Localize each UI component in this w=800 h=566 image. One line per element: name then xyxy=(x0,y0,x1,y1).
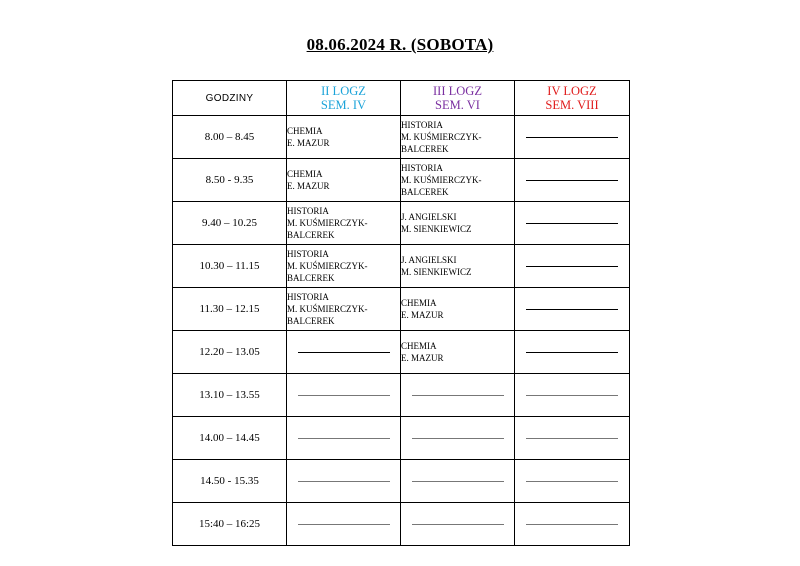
group-header-line2: SEM. IV xyxy=(320,98,367,112)
teacher-name: M. KUŚMIERCZYK-BALCEREK xyxy=(287,261,368,283)
group-header xyxy=(515,81,630,116)
table-row xyxy=(173,288,630,331)
empty-slot-line xyxy=(526,524,618,525)
lesson-cell xyxy=(401,374,515,417)
table-row xyxy=(173,116,630,159)
group-header-line2: SEM. VI xyxy=(435,98,480,112)
teacher-name: M. SIENKIEWICZ xyxy=(401,224,472,234)
subject-name: HISTORIA xyxy=(401,163,443,173)
group-header-line1: IV LOGZ xyxy=(547,84,597,98)
empty-slot-line xyxy=(526,266,618,267)
teacher-name: M. KUŚMIERCZYK-BALCEREK xyxy=(401,175,482,197)
subject-name: CHEMIA xyxy=(287,169,323,179)
lesson-cell xyxy=(287,331,401,374)
group-header-line1: II LOGZ xyxy=(321,84,366,98)
empty-slot-line xyxy=(298,352,390,353)
lesson-cell xyxy=(515,288,630,331)
lesson-cell xyxy=(515,417,630,460)
lesson-cell xyxy=(287,503,401,546)
lesson-cell xyxy=(515,331,630,374)
time-slot: 13.10 – 13.55 xyxy=(173,374,287,417)
teacher-name: M. KUŚMIERCZYK-BALCEREK xyxy=(287,218,368,240)
lesson-cell xyxy=(287,374,401,417)
lesson-cell xyxy=(515,245,630,288)
lesson-cell xyxy=(401,503,515,546)
header-row xyxy=(173,81,630,116)
lesson-cell xyxy=(287,460,401,503)
group-header xyxy=(401,81,515,116)
lesson-cell xyxy=(401,202,515,245)
subject-name: CHEMIA xyxy=(287,126,323,136)
subject-name: CHEMIA xyxy=(401,341,437,351)
table-row xyxy=(173,374,630,417)
time-slot: 8.50 - 9.35 xyxy=(173,159,287,202)
empty-slot-line xyxy=(298,524,390,525)
empty-slot-line xyxy=(526,309,618,310)
time-column-header: GODZINY xyxy=(173,81,287,116)
teacher-name: M. KUŚMIERCZYK-BALCEREK xyxy=(401,132,482,154)
empty-slot-line xyxy=(412,524,504,525)
teacher-name: M. SIENKIEWICZ xyxy=(401,267,472,277)
subject-name: J. ANGIELSKI xyxy=(401,255,457,265)
lesson-cell xyxy=(401,331,515,374)
schedule-table xyxy=(172,80,630,546)
lesson-cell xyxy=(515,460,630,503)
lesson-cell xyxy=(401,288,515,331)
time-slot: 8.00 – 8.45 xyxy=(173,116,287,159)
time-slot: 15:40 – 16:25 xyxy=(173,503,287,546)
lesson-cell xyxy=(287,245,401,288)
lesson-cell xyxy=(515,116,630,159)
lesson-cell xyxy=(401,460,515,503)
time-slot: 10.30 – 11.15 xyxy=(173,245,287,288)
lesson-cell xyxy=(515,202,630,245)
table-row xyxy=(173,245,630,288)
table-row xyxy=(173,159,630,202)
lesson-cell xyxy=(515,503,630,546)
lesson-cell xyxy=(401,245,515,288)
table-row xyxy=(173,503,630,546)
empty-slot-line xyxy=(412,438,504,439)
lesson-cell xyxy=(287,288,401,331)
subject-name: HISTORIA xyxy=(287,249,329,259)
lesson-cell xyxy=(287,116,401,159)
empty-slot-line xyxy=(412,481,504,482)
time-slot: 11.30 – 12.15 xyxy=(173,288,287,331)
subject-name: J. ANGIELSKI xyxy=(401,212,457,222)
table-row xyxy=(173,460,630,503)
lesson-cell xyxy=(401,417,515,460)
time-slot: 14.50 - 15.35 xyxy=(173,460,287,503)
empty-slot-line xyxy=(526,481,618,482)
table-row xyxy=(173,417,630,460)
teacher-name: E. MAZUR xyxy=(287,138,330,148)
subject-name: HISTORIA xyxy=(287,206,329,216)
page-title: 08.06.2024 R. (SOBOTA) xyxy=(306,35,494,54)
empty-slot-line xyxy=(412,395,504,396)
time-slot: 14.00 – 14.45 xyxy=(173,417,287,460)
empty-slot-line xyxy=(298,395,390,396)
empty-slot-line xyxy=(526,352,618,353)
empty-slot-line xyxy=(526,395,618,396)
empty-slot-line xyxy=(526,180,618,181)
empty-slot-line xyxy=(526,137,618,138)
group-header xyxy=(287,81,401,116)
teacher-name: E. MAZUR xyxy=(401,310,444,320)
subject-name: HISTORIA xyxy=(287,292,329,302)
empty-slot-line xyxy=(298,438,390,439)
subject-name: HISTORIA xyxy=(401,120,443,130)
time-slot: 12.20 – 13.05 xyxy=(173,331,287,374)
time-slot: 9.40 – 10.25 xyxy=(173,202,287,245)
lesson-cell xyxy=(287,417,401,460)
lesson-cell xyxy=(287,159,401,202)
empty-slot-line xyxy=(298,481,390,482)
teacher-name: E. MAZUR xyxy=(401,353,444,363)
empty-slot-line xyxy=(526,438,618,439)
teacher-name: E. MAZUR xyxy=(287,181,330,191)
empty-slot-line xyxy=(526,223,618,224)
subject-name: CHEMIA xyxy=(401,298,437,308)
lesson-cell xyxy=(401,159,515,202)
group-header-line1: III LOGZ xyxy=(433,84,482,98)
lesson-cell xyxy=(515,159,630,202)
group-header-line2: SEM. VIII xyxy=(545,98,599,112)
lesson-cell xyxy=(401,116,515,159)
lesson-cell xyxy=(287,202,401,245)
teacher-name: M. KUŚMIERCZYK-BALCEREK xyxy=(287,304,368,326)
lesson-cell xyxy=(515,374,630,417)
table-row xyxy=(173,202,630,245)
table-row xyxy=(173,331,630,374)
